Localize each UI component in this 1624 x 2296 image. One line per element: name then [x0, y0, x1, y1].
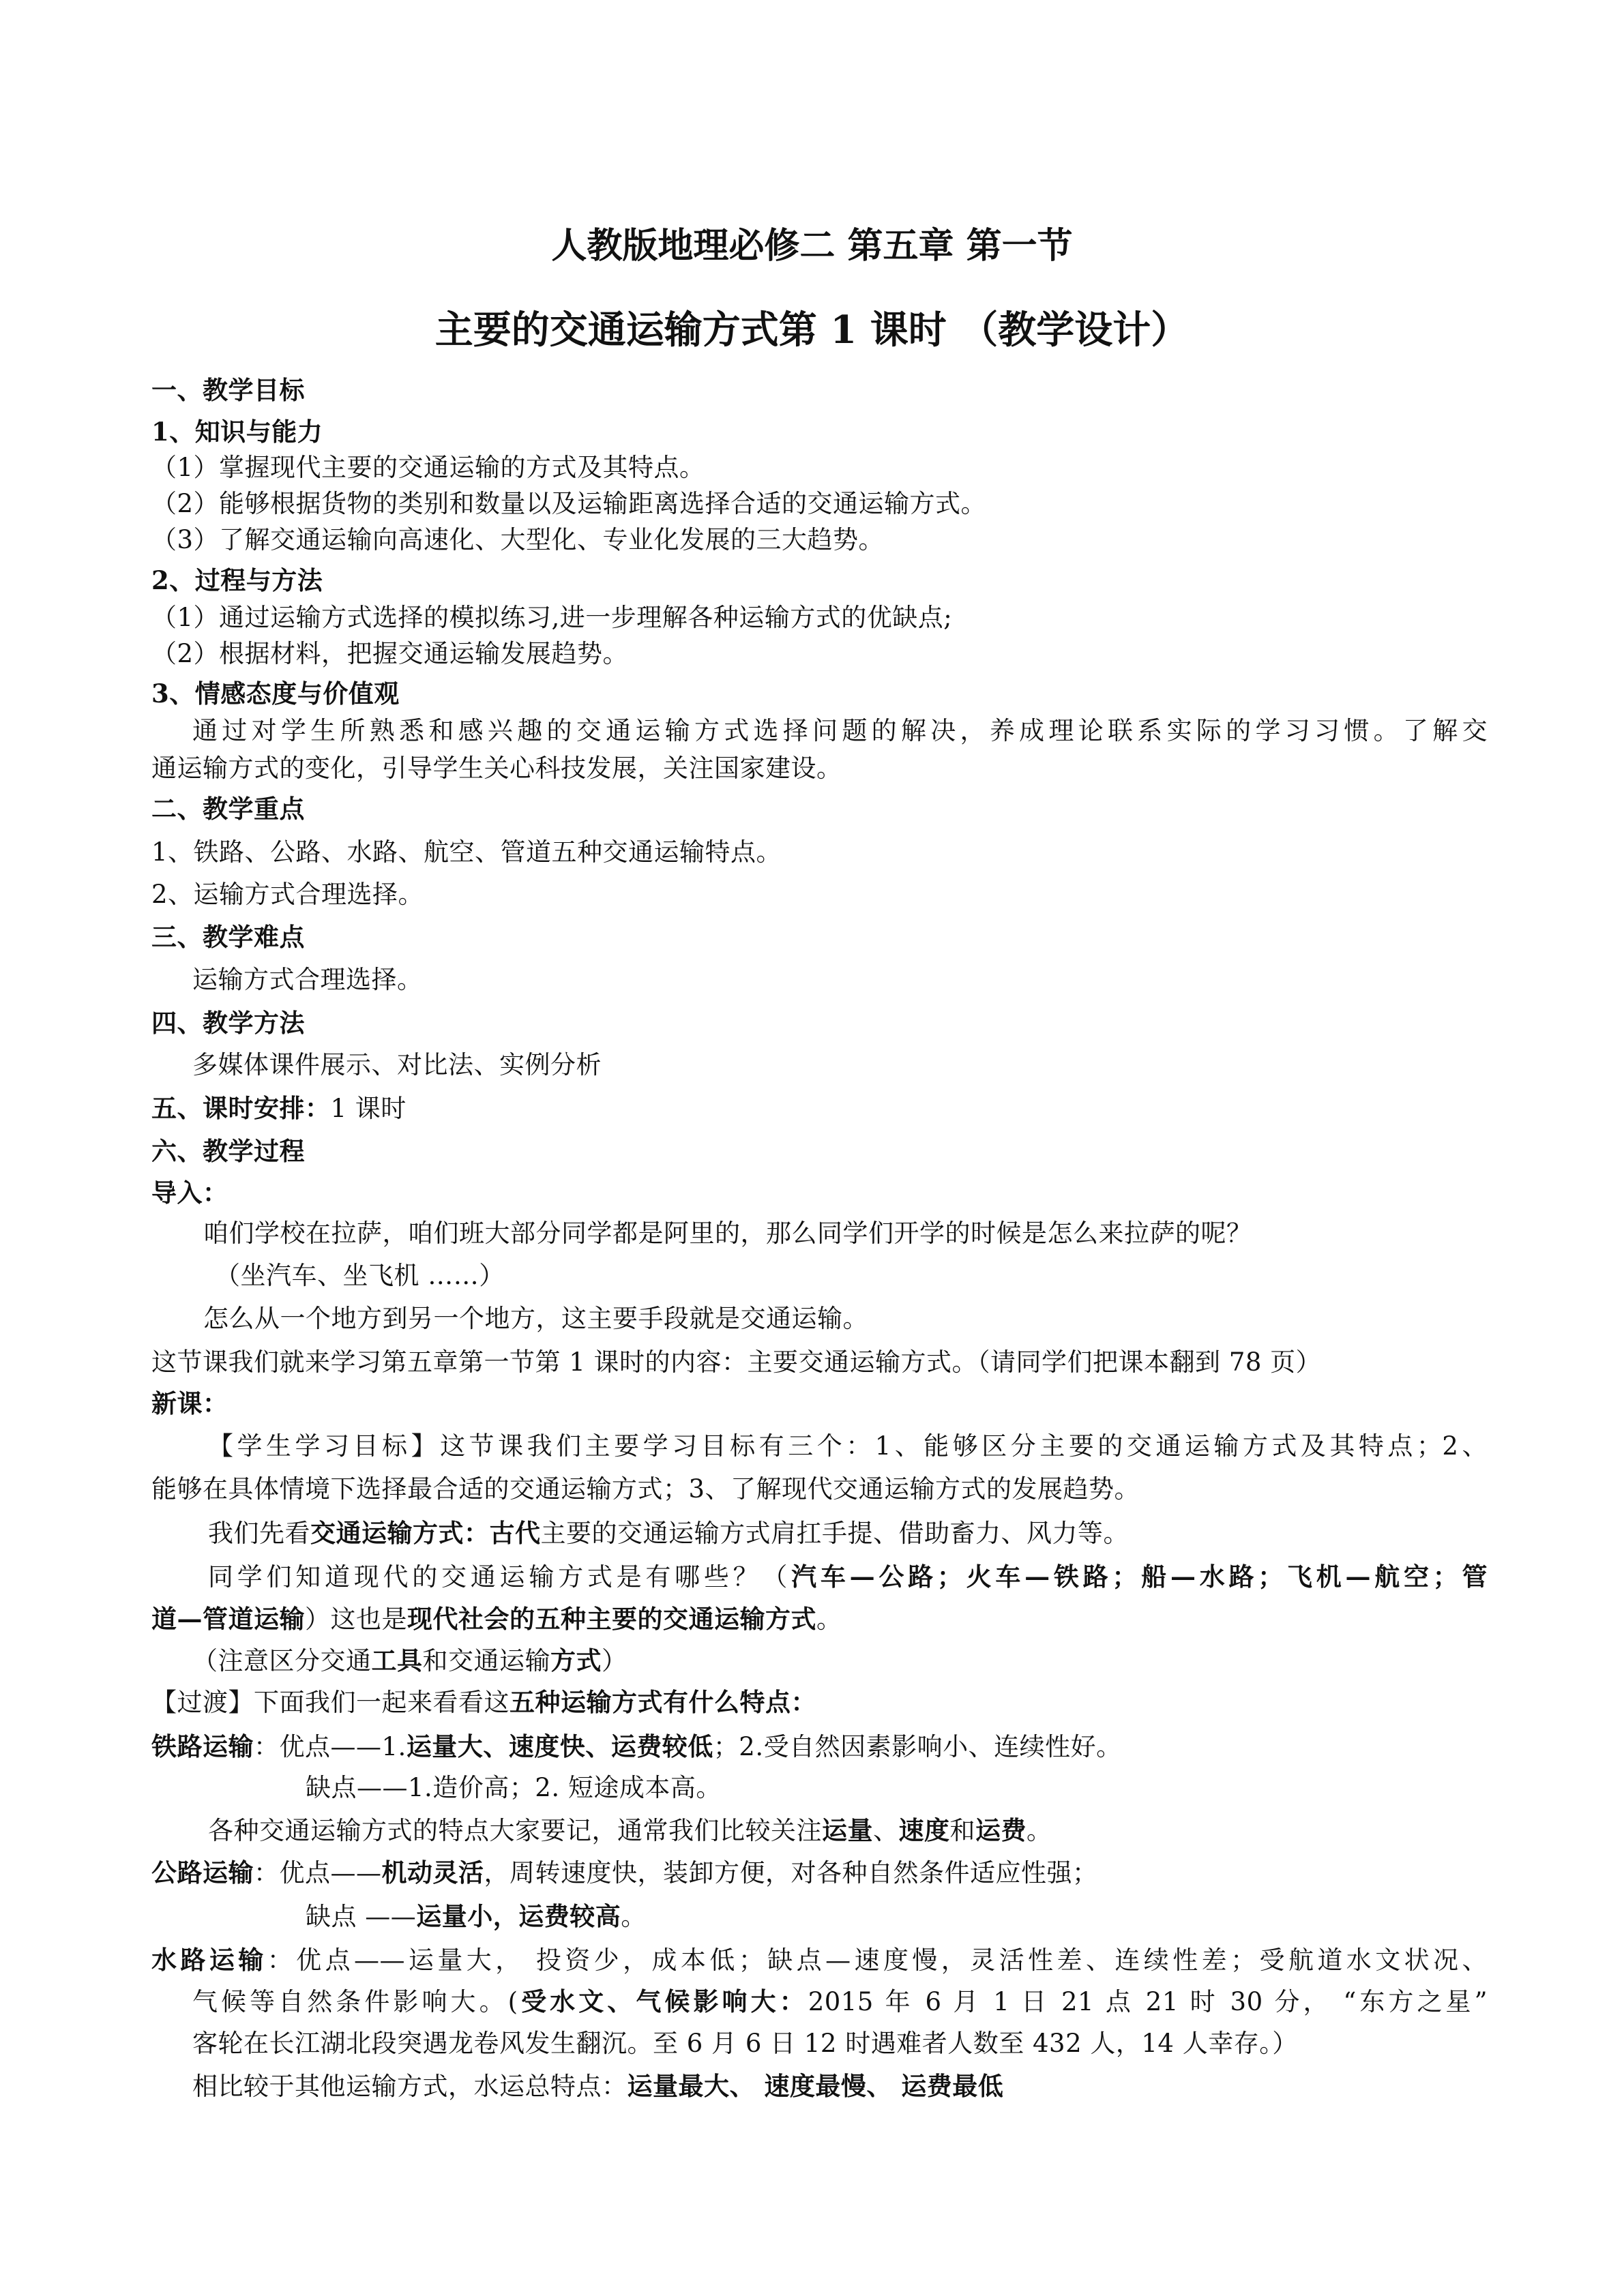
text-run: 缺点 ——: [306, 1902, 417, 1931]
water-line: [151, 1943, 1488, 1977]
student-goal-line: 【学生学习目标】这节课我们主要学习目标有三个：1、能够区分主要的交通运输方式及其特点；2、: [208, 1431, 1488, 1461]
text-run-bold: 运量: [822, 1815, 873, 1845]
text-run-bold: 五种运输方式有什么特点：: [510, 1687, 816, 1717]
text-run-bold: 运量小，运费较高: [416, 1901, 621, 1931]
transition-line: [151, 1686, 1488, 1719]
road-label: 公路运输: [151, 1858, 254, 1888]
text-run: ）这也是: [305, 1605, 407, 1634]
note-line: [192, 1644, 1488, 1678]
text-run-bold: 速度: [898, 1815, 950, 1845]
intro-question: 咱们学校在拉萨，咱们班大部分同学都是阿里的，那么同学们开学的时候是怎么来拉萨的呢？: [203, 1219, 1252, 1248]
text-run-bold: 受水文、气候影响大：: [518, 1986, 808, 2016]
method-text: 多媒体课件展示、对比法、实例分析: [192, 1050, 602, 1079]
doc-title-line1: 人教版地理必修二 第五章 第一节: [551, 225, 1073, 267]
text-run: 、: [873, 1816, 899, 1845]
sub-heading-process: 2、过程与方法: [151, 565, 323, 595]
text-run: 主要的交通运输方式肩扛手提、借助畜力、风力等。: [540, 1519, 1129, 1548]
rail-cons-line: 缺点——1.造价高；2. 短途成本高。: [306, 1773, 722, 1802]
text-run: 。: [1027, 1816, 1052, 1845]
keypoint-item: 1、铁路、公路、水路、航空、管道五种交通运输特点。: [151, 837, 782, 867]
goal-item: （1）通过运输方式选择的模拟练习,进一步理解各种运输方式的优缺点;: [151, 603, 953, 632]
water-summary-line: [192, 2070, 1488, 2103]
intro-label: 导入：: [151, 1178, 228, 1208]
text-run: ，周转速度快，装卸方便，对各种自然条件适应性强；: [484, 1858, 1098, 1888]
text-run-bold: 交通运输方式：古代: [310, 1518, 541, 1548]
goal-item: （2）能够根据货物的类别和数量以及运输距离选择合适的交通运输方式。: [151, 489, 987, 518]
paragraph-line: 通过对学生所熟悉和感兴趣的交通运输方式选择问题的解决，养成理论联系实际的学习习惯。了解交: [192, 716, 1488, 745]
text-run-bold: 方式: [550, 1645, 602, 1675]
ancient-transport-line: [208, 1517, 1488, 1550]
text-run: 同学们知道现代的交通运输方式是有哪些？（: [208, 1562, 792, 1592]
section-heading-method: 四、教学方法: [151, 1008, 305, 1038]
text-run-bold: 机动灵活: [381, 1858, 484, 1888]
text-run: 相比较于其他运输方式，水运总特点：: [192, 2072, 628, 2101]
goal-item: （1）掌握现代主要的交通运输的方式及其特点。: [151, 453, 705, 482]
rail-pros-line: [151, 1730, 1488, 1763]
text-run-bold: 运量最大、 速度最慢、 运费最低: [627, 2071, 1004, 2101]
text-run-bold: 道—管道运输: [151, 1604, 305, 1634]
difficulty-text: 运输方式合理选择。: [192, 965, 423, 994]
focus-line: [208, 1814, 1488, 1847]
modern-transport-line: [151, 1602, 1488, 1636]
water-label: 水路运输: [151, 1945, 267, 1975]
intro-line: 怎么从一个地方到另一个地方，这主要手段就是交通运输。: [203, 1304, 868, 1333]
text-run: 各种交通运输方式的特点大家要记，通常我们比较关注: [208, 1816, 822, 1845]
student-goal-line: 能够在具体情境下选择最合适的交通运输方式；3、了解现代交通运输方式的发展趋势。: [151, 1474, 1140, 1504]
water-line: 客轮在长江湖北段突遇龙卷风发生翻沉。至 6 月 6 日 12 时遇难者人数至 432 人，14 人幸存。）: [192, 2029, 1298, 2058]
text-run: 。: [621, 1902, 647, 1931]
text-run: ；2.受自然因素影响小、连续性好。: [713, 1732, 1122, 1761]
text-run: 【过渡】下面我们一起来看看这: [151, 1688, 510, 1717]
goal-item: （2）根据材料，把握交通运输发展趋势。: [151, 639, 629, 668]
new-lesson-label: 新课：: [151, 1388, 228, 1418]
text-run: ：优点——1.: [254, 1732, 407, 1761]
road-cons-line: [306, 1900, 1488, 1933]
rail-label: 铁路运输: [151, 1731, 254, 1761]
water-line: [192, 1985, 1488, 2018]
schedule-text: 1 课时: [330, 1094, 407, 1123]
section-heading-process: 六、教学过程: [151, 1136, 305, 1166]
doc-title-line2: 主要的交通运输方式第 1 课时 （教学设计）: [434, 308, 1190, 353]
road-pros-line: [151, 1856, 1488, 1890]
section-heading-difficulty: 三、教学难点: [151, 922, 305, 952]
paragraph-line: 通运输方式的变化，引导学生关心科技发展，关注国家建设。: [151, 754, 842, 783]
text-run-bold: 运量大、速度快、运费较低: [406, 1731, 713, 1761]
text-run-bold: 工具: [371, 1645, 423, 1675]
text-run-bold: 运费: [975, 1815, 1027, 1845]
section-heading-keypoints: 二、教学重点: [151, 794, 305, 824]
text-run-bold: 汽车—公路；火车—铁路；船—水路；飞机—航空；管: [791, 1562, 1488, 1592]
text-run: 我们先看: [208, 1519, 310, 1548]
text-run: ：优点——: [254, 1858, 382, 1888]
intro-answer: （坐汽车、坐飞机 ……）: [215, 1261, 505, 1290]
sub-heading-knowledge: 1、知识与能力: [151, 417, 323, 447]
section-heading-schedule: 五、课时安排：: [151, 1093, 331, 1123]
text-run: 气候等自然条件影响大。(: [192, 1987, 518, 2016]
text-run: 。: [816, 1605, 842, 1634]
text-run: 和交通运输: [422, 1646, 550, 1675]
goal-item: （3）了解交通运输向高速化、大型化、专业化发展的三大趋势。: [151, 525, 885, 554]
schedule-line: [151, 1092, 1488, 1125]
text-run: 和: [949, 1816, 975, 1845]
section-heading-goals: 一、教学目标: [151, 375, 305, 405]
text-run-bold: 现代社会的五种主要的交通运输方式: [407, 1604, 816, 1634]
intro-line: 这节课我们就来学习第五章第一节第 1 课时的内容：主要交通运输方式。（请同学们把课本翻到 78 页）: [151, 1347, 1322, 1377]
keypoint-item: 2、运输方式合理选择。: [151, 880, 424, 909]
text-run: ：优点——运量大， 投资少，成本低；缺点—速度慢，灵活性差、连续性差；受航道水文状况、: [267, 1945, 1488, 1975]
text-run: 2015 年 6 月 1 日 21 点 21 时 30 分， “东方之星”: [808, 1987, 1488, 2016]
text-run: ）: [602, 1646, 628, 1675]
sub-heading-values: 3、情感态度与价值观: [151, 679, 400, 709]
text-run: （注意区分交通: [192, 1646, 372, 1675]
modern-transport-line: [208, 1560, 1488, 1594]
